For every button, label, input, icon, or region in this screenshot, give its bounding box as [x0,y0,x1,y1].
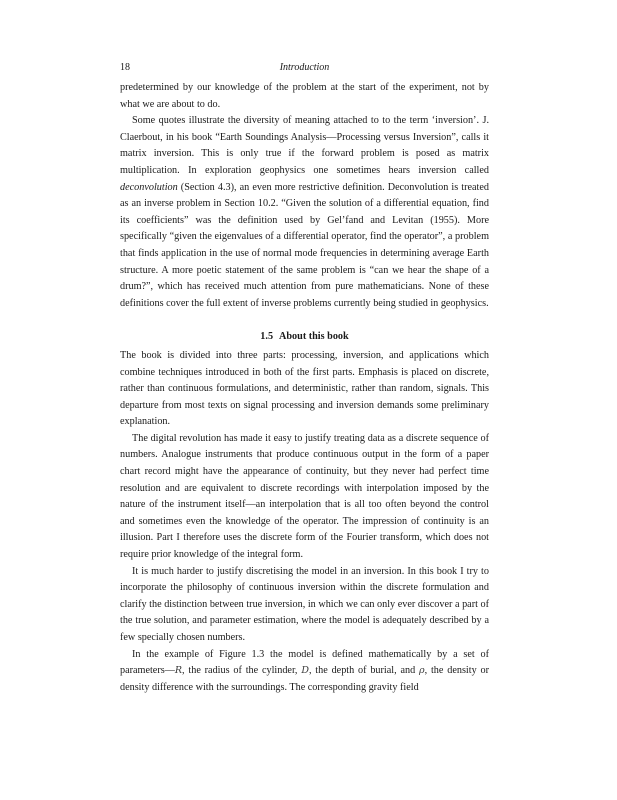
example-text-1: In the example of Figure 1.3 the model is defined mathematically by a set of parameters— [120,648,489,677]
symbol-radius: R [174,665,183,677]
page-number: 18 [120,62,130,73]
paragraph-digital-revolution: The digital revolution has made it easy to justify treating data as a discrete sequence of numbers. Analogue instruments that produce continuous output in the form of a paper chart record might have the appearance of continuity, but they never had perfect time resolution and are equivalent to discrete recordings with interpolation imposed by the nature of the instrument itself—an interpolation that is all too often beyond the control and sometimes even the knowledge of the operator. The impression of continuity is an illusion. Part I therefore uses the discrete form of the Fourier transform, which does not require prior knowledge of the integral form. [120,432,489,561]
paragraph-continuation: predetermined by our knowledge of the problem at the start of the experiment, not by what we are about to do. [120,82,489,110]
running-title: Introduction [279,62,330,73]
running-head [120,60,489,76]
paragraph-book-parts: The book is divided into three parts: processing, inversion, and applications which combine techniques introduced in both of the first parts. Emphasis is placed on discrete, rather than continuous formulations, and deterministic, rather than random, signals. This departure from most texts on signal processing and inversion demands some preliminary explanation. [120,349,489,428]
section-number: 1.5 [260,331,274,343]
example-text-3: , the depth of burial, and [308,665,420,677]
quotes-text-end: (Section 4.3), an even more restrictive definition. Deconvolution is treated as an inverse problem in Section 10.2. “Given the solution of a differential equation, find its coefficients” was the definition used by Gel’fand and Levitan (1955). More specifically “given the eigenvalues of a differential operator, find the operator”, a problem that finds application in the use of normal mode frequencies in determining average Earth structure. A more poetic statement of the same problem is “can we hear the shape of a drum?”, which has received much attention from pure mathematicians. None of these definitions cover the full extent of inverse problems currently being studied in geophysics. [120,181,489,309]
example-text-2: , the radius of the cylinder, [182,665,302,677]
emphasis-deconvolution: deconvolution [120,181,178,193]
section-title: About this book [279,331,349,343]
paragraph-figure-example [120,647,489,697]
quotes-text-start: Some quotes illustrate the diversity of meaning attached to to the term ‘inversion’. J. Claerbout, in his book “Earth Soundings Analysis—Processing versus Inversion”, calls it matrix inversion. This is only true if the forward problem is posed as matrix multiplication. In exploration geophysics one sometimes hears inversion called [120,115,489,176]
body-text [120,80,489,696]
symbol-depth: D [301,665,309,677]
example-text-4: , the density or density difference with the surroundings. The corresponding gravity field [120,665,489,693]
symbol-density: ρ [419,665,425,677]
paragraph-quotes [120,113,489,312]
section-heading [120,329,489,346]
paragraph-discretising-model: It is much harder to justify discretising the model in an inversion. In this book I try to incorporate the philosophy of continuous inversion within the discrete formulation and clarify the distinction between true inversion, in which we can only ever discover a part of the true solution, and parameter estimation, where the model is adequately described by a few specially chosen numbers. [120,565,489,643]
